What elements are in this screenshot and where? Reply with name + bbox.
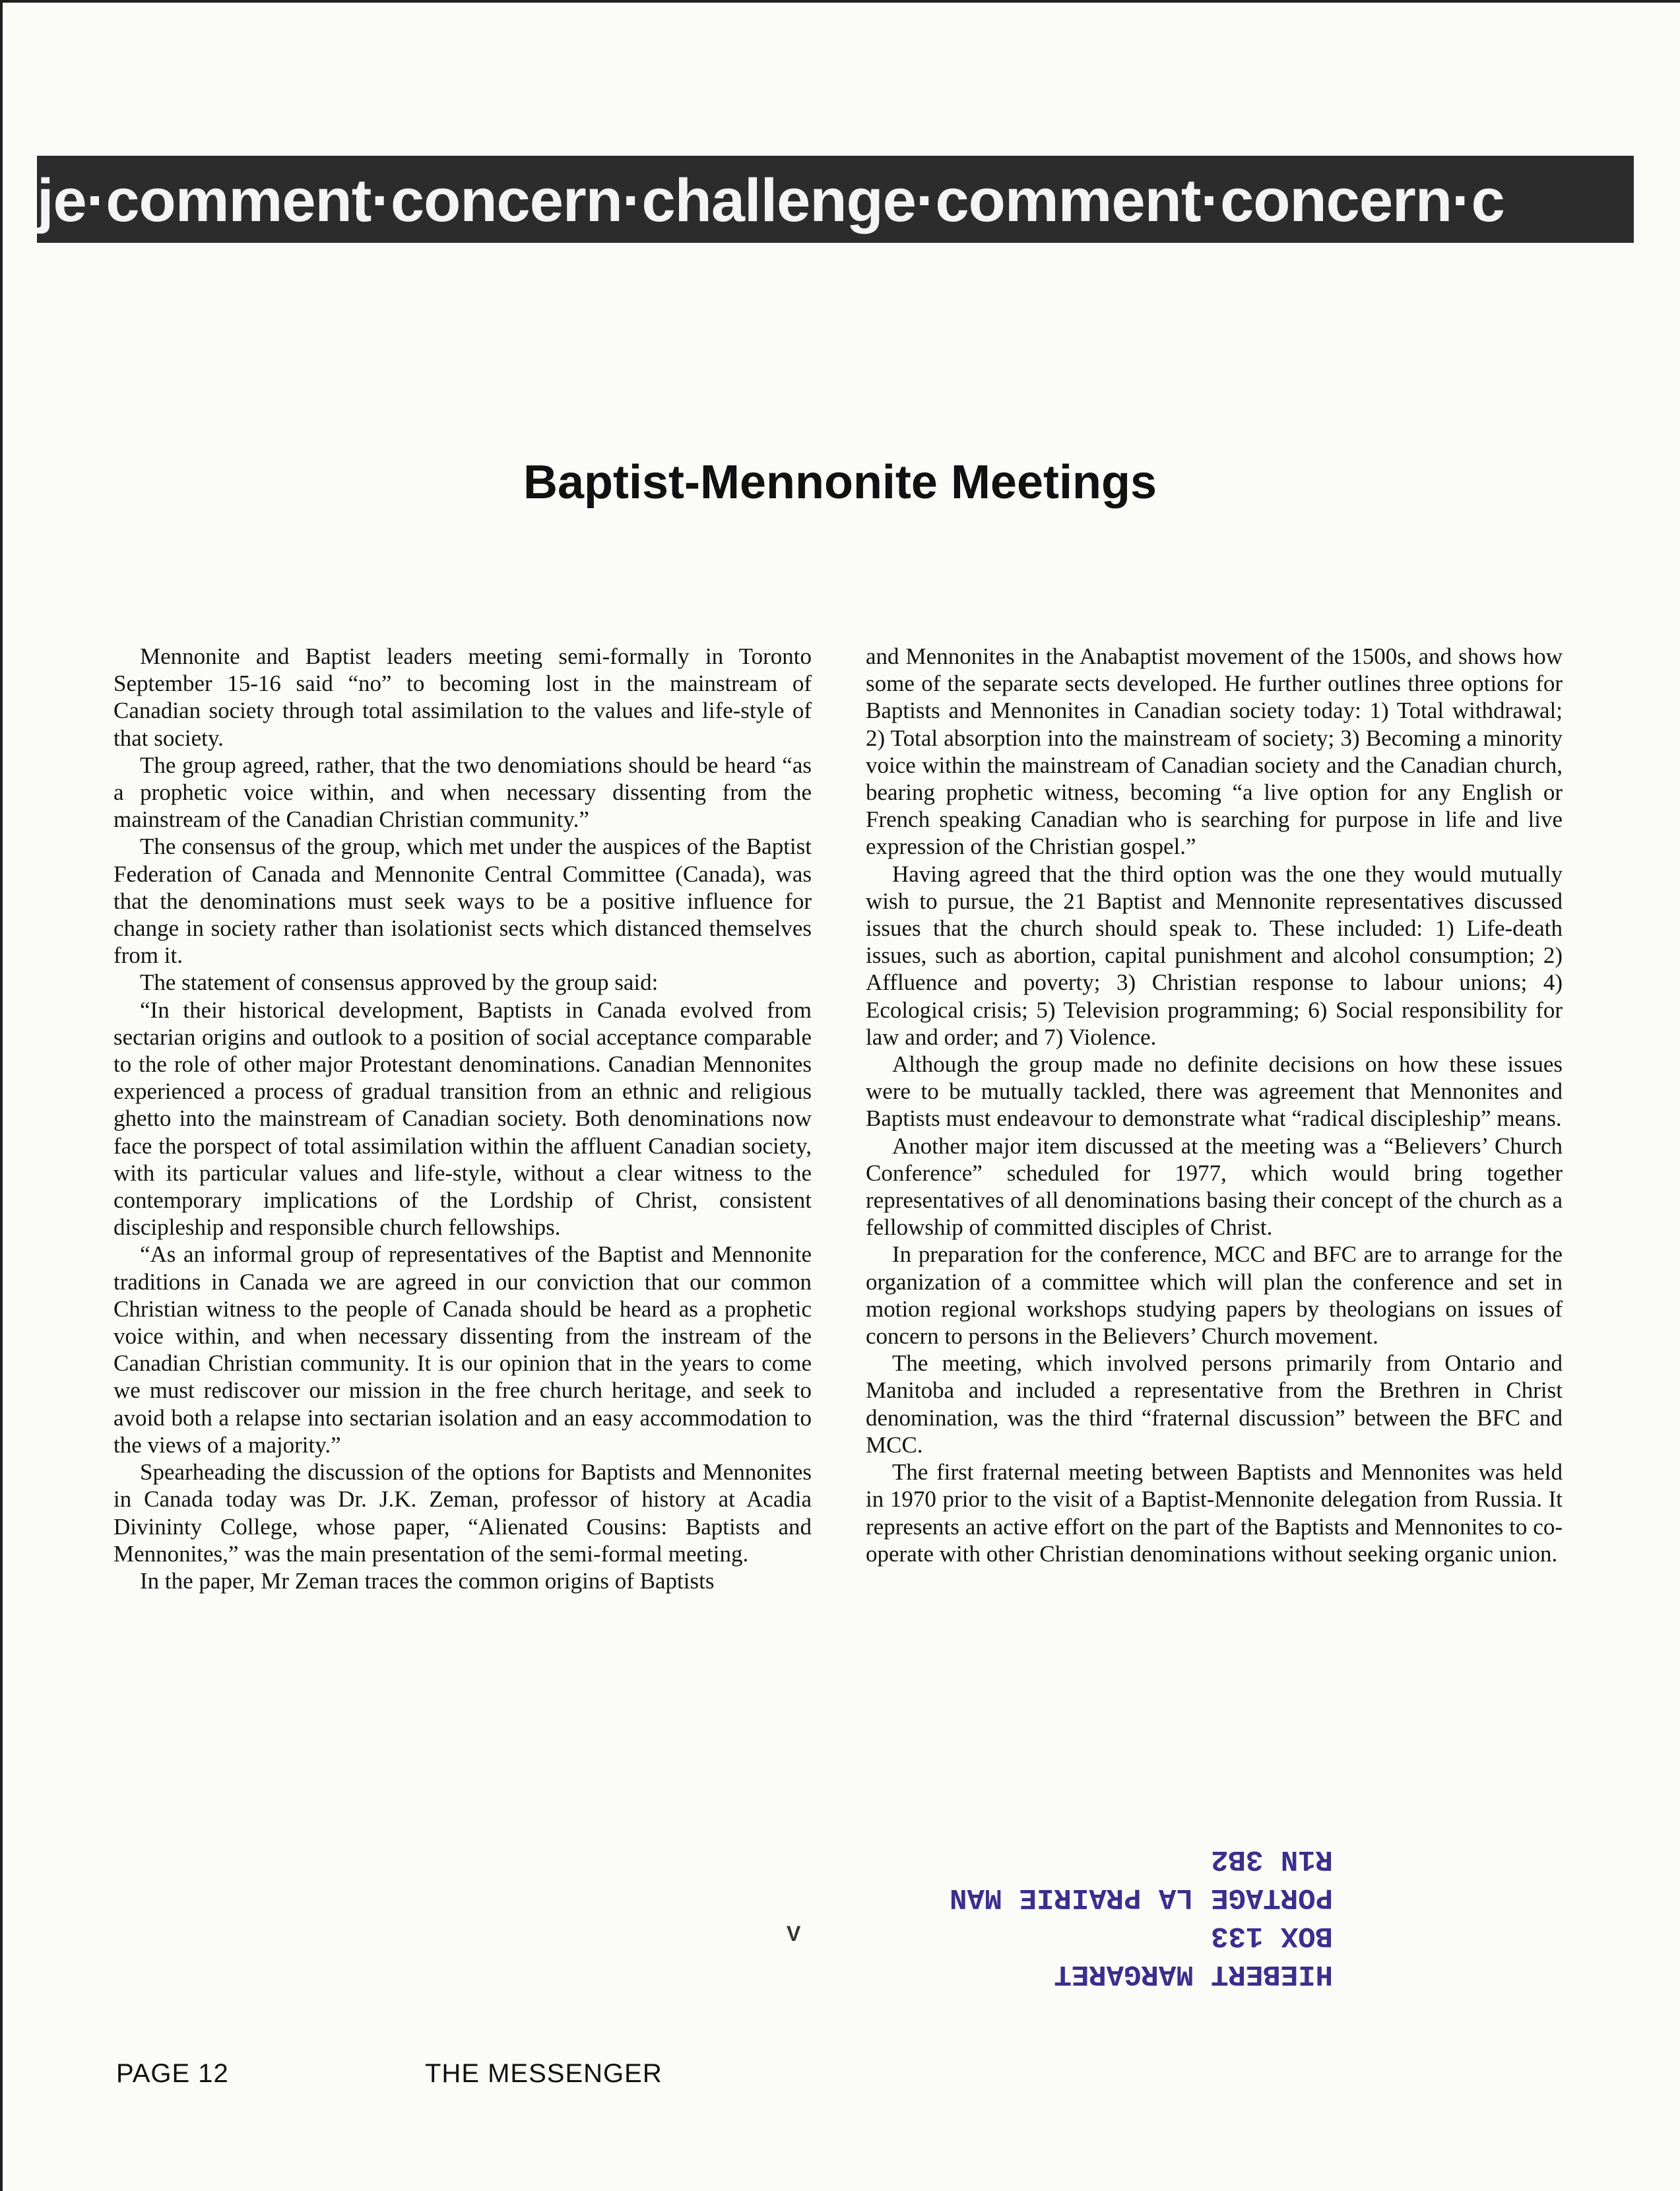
footer-publication: THE MESSENGER <box>425 2059 662 2088</box>
right-column <box>866 643 1563 1567</box>
banner-text: je·comment·concern·challenge·comment·concern·c <box>37 167 1504 234</box>
paragraph: The first fraternal meeting between Baptists and Mennonites was held in 1970 prior to the visit of a Baptist-Mennonite delegation from Russia. It represents an active effort on the part of the Baptists and Mennonites to co-operate with other Christian denominations without seeking organic union. <box>866 1459 1563 1567</box>
paragraph: “In their historical development, Baptists in Canada evolved from sectarian origins and outlook to a position of social acceptance comparable to the role of other major Protestant denominations. Canadian Mennonites experienced a process of gradual transition from an ethnic and religious ghetto into the mainstream of Canadian society. Both denominations now face the porspect of total assimilation within the affluent Canadian society, with its particular values and life-style, without a clear witness to the contemporary implications of the Lordship of Christ, consistent discipleship and responsible church fellowships. <box>113 997 812 1241</box>
stamp-line-city: PORTAGE LA PRAIRIE MAN <box>950 1881 1333 1914</box>
section-banner <box>37 156 1634 243</box>
paragraph: Mennonite and Baptist leaders meeting semi-formally in Toronto September 15-16 said “no” to becoming lost in the mainstream of Canadian society through total assimilation to the values and life-style of that society. <box>113 643 812 751</box>
left-column <box>113 643 812 1594</box>
paragraph: Spearheading the discussion of the options for Baptists and Mennonites in Canada today was Dr. J.K. Zeman, professor of history at Acadia Divininty College, whose paper, “Alienated Cousins: Baptists and Mennonites,” was the main presentation of the semi-formal meeting. <box>113 1459 812 1567</box>
paragraph: The meeting, which involved persons primarily from Ontario and Manitoba and included a representative from the Brethren in Christ denomination, was the third “fraternal discussion” between the BFC and MCC. <box>866 1350 1563 1458</box>
paragraph: Although the group made no definite decisions on how these issues were to be mutually tackled, there was agreement that Mennonites and Baptists must endeavour to demonstrate what “radical discipleship” means. <box>866 1051 1563 1132</box>
paragraph: The group agreed, rather, that the two denomiations should be heard “as a prophetic voice within, and when necessary dissenting from the mainstream of the Canadian Christian community.” <box>113 752 812 833</box>
paragraph-continuation: and Mennonites in the Anabaptist movement of the 1500s, and shows how some of the separate sects developed. He further outlines three options for Baptists and Mennonites in Canadian society today: 1) Total withdrawal; 2) Total absorption into the mainstream of society; 3) Becoming a minority voice within the mainstream of Canadian society and the Canadian church, bearing prophetic witness, becoming “a live option for any English or French speaking Canadian who is searching for purpose in life and live expression of the Christian gospel.” <box>866 643 1563 860</box>
stamp-line-postal: R1N 3B2 <box>1211 1843 1333 1876</box>
page-mark: V <box>787 1922 801 1946</box>
paragraph: “As an informal group of representatives of the Baptist and Mennonite traditions in Canada we are agreed in our conviction that our common Christian witness to the people of Canada should be heard as a prophetic voice within, and when necessary dissenting from the instream of the Canadian Christian community. It is our opinion that in the years to come we must rediscover our mission in the free church heritage, and seek to avoid both a relapse into sectarian isolation and an easy accommodation to the views of a majority.” <box>113 1241 812 1458</box>
paragraph: In the paper, Mr Zeman traces the common origins of Baptists <box>140 1567 715 1594</box>
stamp-line-name: HIEBERT MARGARET <box>1054 1957 1333 1990</box>
paragraph: The statement of consensus approved by the group said: <box>140 969 659 996</box>
address-stamp <box>924 1835 1333 1993</box>
paragraph: Another major item discussed at the meeting was a “Believers’ Church Conference” scheduled for 1977, which would bring together representatives of all denominations basing their concept of the church as a fellowship of committed disciples of Christ. <box>866 1132 1563 1241</box>
paragraph: Having agreed that the third option was the one they would mutually wish to pursue, the 21 Baptist and Mennonite representatives discussed issues that the church should speak to. These included: 1) Life-death issues, such as abortion, capital punishment and alcohol consumption; 2) Affluence and poverty; 3) Christian response to labour unions; 4) Ecological crisis; 5) Television programming; 6) Social responsibility for law and order; and 7) Violence. <box>866 861 1563 1050</box>
paragraph: In preparation for the conference, MCC and BFC are to arrange for the organization of a committee which will plan the conference and set in motion regional workshops studying papers by theologians on issues of concern to persons in the Believers’ Church movement. <box>866 1241 1563 1350</box>
footer-page-number: PAGE 12 <box>116 2059 229 2088</box>
paragraph: The consensus of the group, which met under the auspices of the Baptist Federation of Canada and Mennonite Central Committee (Canada), was that the denominations must seek ways to be a positive influence for change in society rather than isolationist sects which distanced themselves from it. <box>113 834 812 969</box>
article-title: Baptist-Mennonite Meetings <box>523 456 1157 509</box>
stamp-line-box: BOX 133 <box>1211 1919 1333 1952</box>
